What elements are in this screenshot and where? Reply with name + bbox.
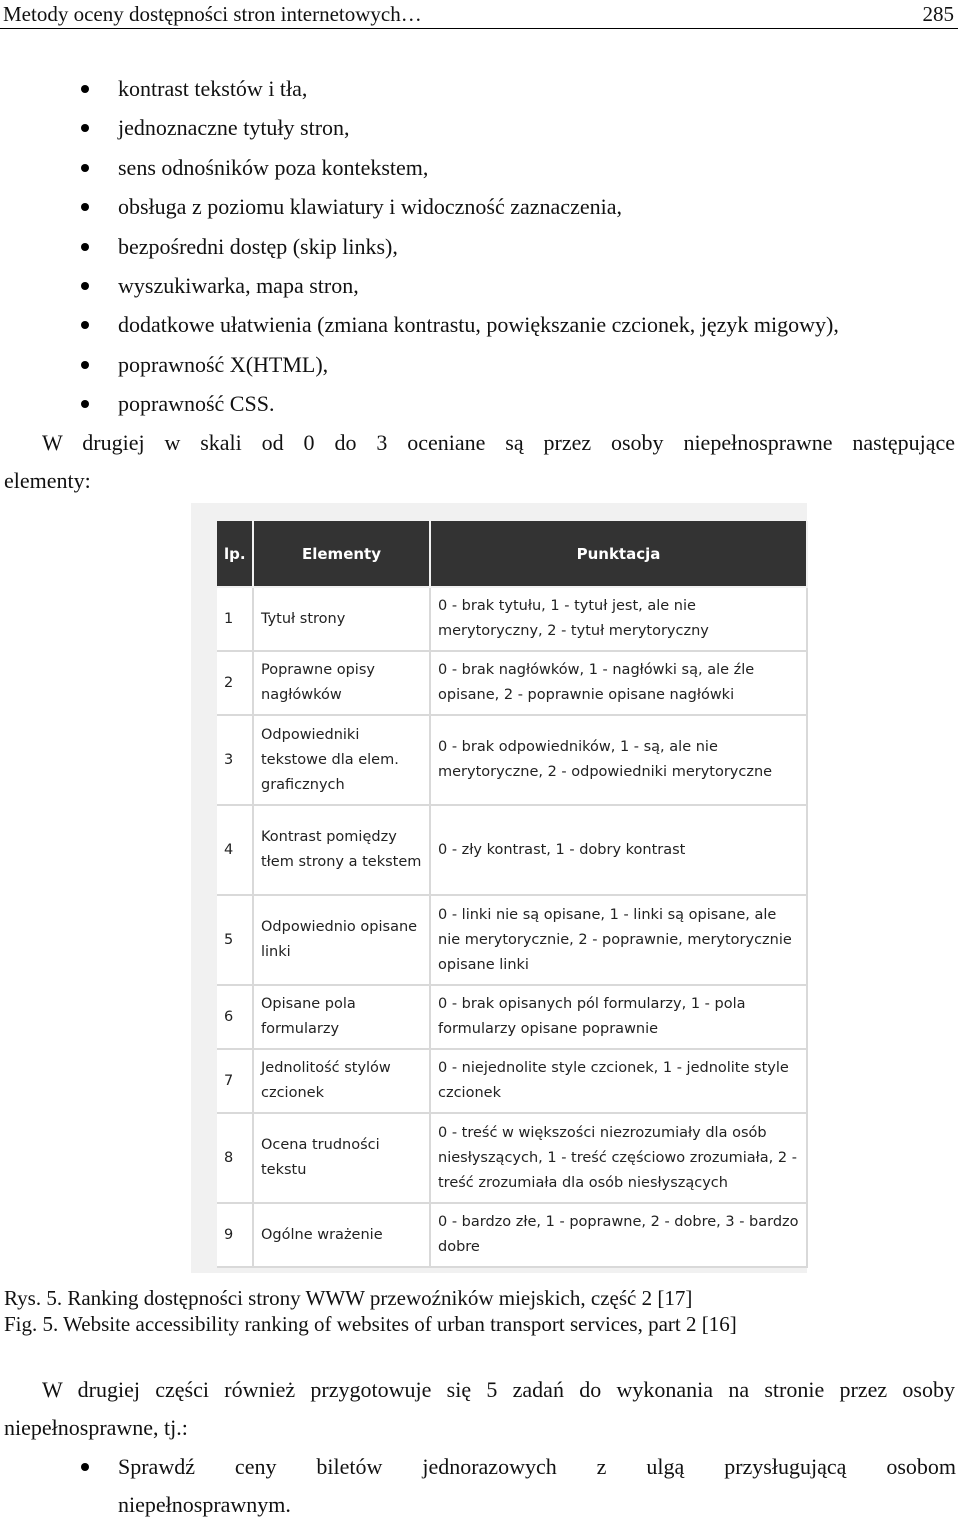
bullet-icon — [81, 321, 89, 329]
cell-element: Kontrast pomiędzy tłem strony a tekstem — [253, 805, 430, 895]
tasks-paragraph: W drugiej części również przygotowuje się 5 zadań do wykonania na stronie przez osoby niepełnosprawne, tj.: — [4, 1377, 955, 1440]
cell-element: Odpowiedniki tekstowe dla elem. graficznych — [253, 715, 430, 805]
cell-score: 0 - linki nie są opisane, 1 - linki są opisane, ale nie merytorycznie, 2 - poprawnie, merytorycznie opisane linki — [430, 895, 807, 985]
cell-score: 0 - brak nagłówków, 1 - nagłówki są, ale źle opisane, 2 - poprawnie opisane nagłówki — [430, 651, 807, 715]
cell-lp: 3 — [217, 715, 253, 805]
cell-score: 0 - brak odpowiedników, 1 - są, ale nie merytoryczne, 2 - odpowiedniki merytoryczne — [430, 715, 807, 805]
bullet-icon — [81, 164, 89, 172]
header-lp: lp. — [217, 521, 253, 587]
header-punktacja: Punktacja — [430, 521, 807, 587]
cell-score: 0 - zły kontrast, 1 - dobry kontrast — [430, 805, 807, 895]
table-row — [217, 651, 807, 715]
bullet-icon — [81, 243, 89, 251]
cell-score: 0 - brak opisanych pól formularzy, 1 - pola formularzy opisane poprawnie — [430, 985, 807, 1049]
header-elementy: Elementy — [253, 521, 430, 587]
ranking-table — [217, 521, 808, 1268]
cell-element: Jednolitość stylów czcionek — [253, 1049, 430, 1113]
running-title: Metody oceny dostępności stron internetowych… — [3, 2, 422, 26]
page-number: 285 — [922, 2, 954, 26]
list-item: dodatkowe ułatwienia (zmiana kontrastu, powiększanie czcionek, język migowy), — [0, 305, 960, 344]
cell-lp: 4 — [217, 805, 253, 895]
list-item: jednoznaczne tytuły stron, — [0, 108, 960, 147]
list-item: sens odnośników poza kontekstem, — [0, 148, 960, 187]
list-item: poprawność X(HTML), — [0, 345, 960, 384]
cell-lp: 2 — [217, 651, 253, 715]
bullet-icon — [81, 1463, 89, 1471]
ranking-figure — [191, 503, 807, 1273]
cell-lp: 7 — [217, 1049, 253, 1113]
table-row — [217, 587, 807, 651]
figure-caption-en: Fig. 5. Website accessibility ranking of websites of urban transport services, part 2 [16] — [4, 1312, 737, 1336]
cell-score: 0 - treść w większości niezrozumiały dla osób niesłyszących, 1 - treść częściowo zrozumiała, 2 - treść zrozumiała dla osób niesłyszących — [430, 1113, 807, 1203]
cell-lp: 1 — [217, 587, 253, 651]
bullet-icon — [81, 361, 89, 369]
list-item: wyszukiwarka, mapa stron, — [0, 266, 960, 305]
cell-element: Odpowiednio opisane linki — [253, 895, 430, 985]
page-header — [0, 0, 958, 29]
bullet-icon — [81, 282, 89, 290]
table-row — [217, 715, 807, 805]
cell-element: Opisane pola formularzy — [253, 985, 430, 1049]
bullet-icon — [81, 85, 89, 93]
list-item: poprawność CSS. — [0, 384, 960, 423]
cell-score: 0 - brak tytułu, 1 - tytuł jest, ale nie merytoryczny, 2 - tytuł merytoryczny — [430, 587, 807, 651]
table-row — [217, 985, 807, 1049]
list-item: bezpośredni dostęp (skip links), — [0, 227, 960, 266]
table-row — [217, 1203, 807, 1267]
bullet-icon — [81, 400, 89, 408]
cell-lp: 5 — [217, 895, 253, 985]
figure-caption-pl: Rys. 5. Ranking dostępności strony WWW przewoźników miejskich, część 2 [17] — [4, 1286, 693, 1310]
cell-element: Ocena trudności tekstu — [253, 1113, 430, 1203]
tasks-list — [0, 1448, 960, 1524]
table-row — [217, 1113, 807, 1203]
list-item: Sprawdź ceny biletów jednorazowych z ulgą przysługującą osobom niepełnosprawnym. — [0, 1448, 960, 1524]
cell-element: Tytuł strony — [253, 587, 430, 651]
criteria-list — [0, 69, 960, 424]
table-row — [217, 1049, 807, 1113]
cell-lp: 9 — [217, 1203, 253, 1267]
cell-lp: 6 — [217, 985, 253, 1049]
cell-element: Poprawne opisy nagłówków — [253, 651, 430, 715]
list-item: kontrast tekstów i tła, — [0, 69, 960, 108]
intro-paragraph: W drugiej w skali od 0 do 3 oceniane są przez osoby niepełnosprawne następujące elementy: — [4, 430, 955, 493]
cell-score: 0 - bardzo złe, 1 - poprawne, 2 - dobre, 3 - bardzo dobre — [430, 1203, 807, 1267]
list-item: obsługa z poziomu klawiatury i widoczność zaznaczenia, — [0, 187, 960, 226]
cell-score: 0 - niejednolite style czcionek, 1 - jednolite style czcionek — [430, 1049, 807, 1113]
table-row — [217, 895, 807, 985]
cell-element: Ogólne wrażenie — [253, 1203, 430, 1267]
bullet-icon — [81, 124, 89, 132]
bullet-icon — [81, 203, 89, 211]
table-row — [217, 805, 807, 895]
cell-lp: 8 — [217, 1113, 253, 1203]
